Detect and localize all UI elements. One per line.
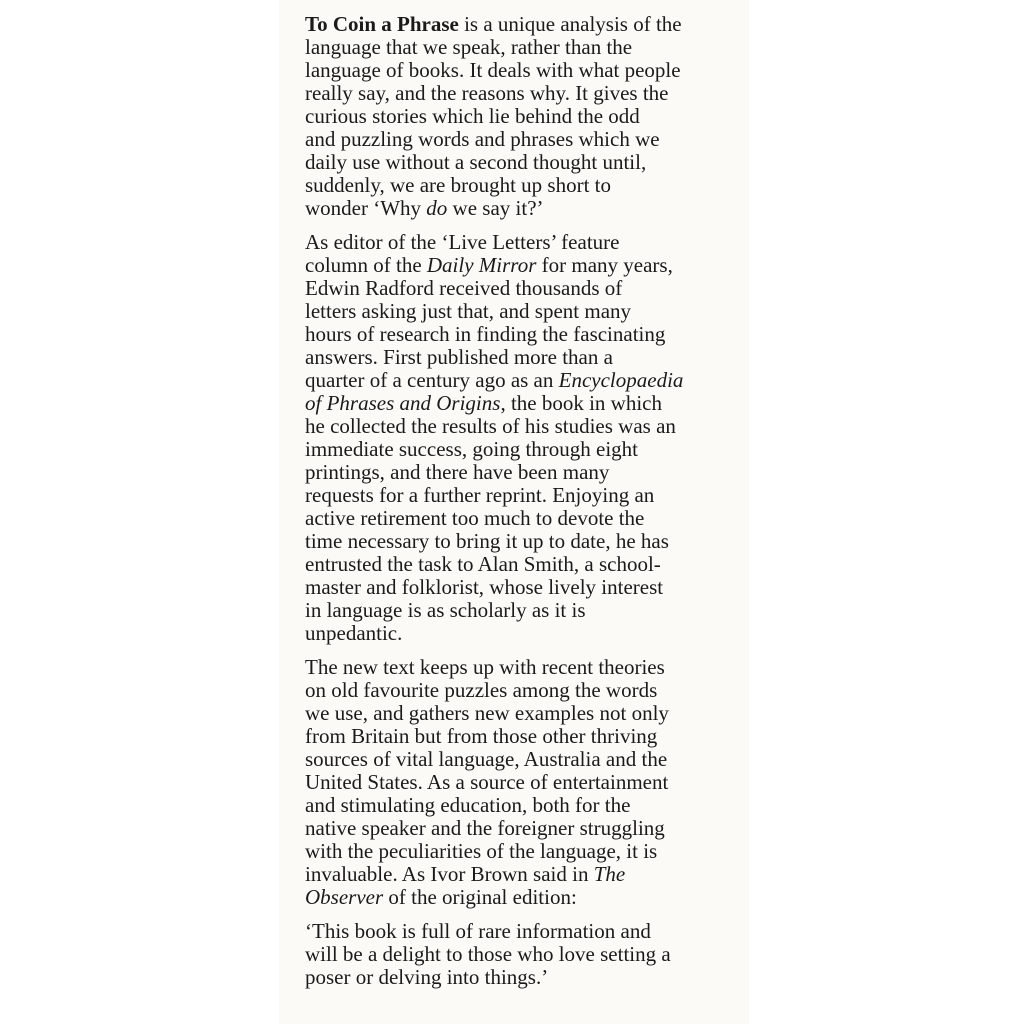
blurb-text (305, 13, 745, 1000)
text-run: requests for a further reprint. Enjoying an (305, 483, 655, 507)
text-run: column of the (305, 253, 427, 277)
italic-text: Observer (305, 885, 384, 909)
text-line (305, 817, 745, 840)
text-run: of the original edition: (383, 885, 577, 909)
text-run: immediate success, going through eight (305, 437, 639, 461)
text-line (305, 484, 745, 507)
text-run: poser or delving into things.’ (305, 965, 549, 989)
text-run: for many years, (536, 253, 673, 277)
text-run: native speaker and the foreigner struggling (305, 816, 665, 840)
paragraph (305, 231, 745, 645)
text-line (305, 656, 745, 679)
text-line (305, 105, 745, 128)
text-line (305, 415, 745, 438)
book-title: To Coin a Phrase (305, 12, 459, 36)
text-line (305, 346, 745, 369)
text-line (305, 82, 745, 105)
text-run: United States. As a source of entertainment (305, 770, 669, 794)
text-line (305, 840, 745, 863)
text-line (305, 36, 745, 59)
text-line (305, 576, 745, 599)
text-line (305, 943, 745, 966)
text-line (305, 197, 745, 220)
text-line (305, 725, 745, 748)
text-line (305, 886, 745, 909)
text-line (305, 553, 745, 576)
text-run: hours of research in finding the fascinating (305, 322, 666, 346)
text-line (305, 254, 745, 277)
text-line (305, 13, 745, 36)
paragraph (305, 920, 745, 989)
text-line (305, 392, 745, 415)
text-line (305, 794, 745, 817)
text-line (305, 59, 745, 82)
text-line (305, 507, 745, 530)
text-run: curious stories which lie behind the odd (305, 104, 640, 128)
text-run: entrusted the task to Alan Smith, a school- (305, 552, 661, 576)
text-line (305, 966, 745, 989)
text-run: sources of vital language, Australia and the (305, 747, 668, 771)
text-line (305, 300, 745, 323)
text-run: daily use without a second thought until, (305, 150, 647, 174)
text-run: really say, and the reasons why. It gives the (305, 81, 669, 105)
text-run: Edwin Radford received thousands of (305, 276, 623, 300)
text-run: ‘This book is full of rare information and (305, 919, 651, 943)
text-run: suddenly, we are brought up short to (305, 173, 611, 197)
text-run: letters asking just that, and spent many (305, 299, 632, 323)
text-line (305, 128, 745, 151)
text-line (305, 323, 745, 346)
text-run: The new text keeps up with recent theories (305, 655, 665, 679)
text-run: from Britain but from those other thriving (305, 724, 658, 748)
text-run: active retirement too much to devote the (305, 506, 645, 530)
text-run: is a unique analysis of the (458, 12, 682, 36)
italic-text: do (426, 196, 448, 220)
text-line (305, 231, 745, 254)
text-run: quarter of a century ago as an (305, 368, 559, 392)
paragraph (305, 13, 745, 220)
text-run: and puzzling words and phrases which we (305, 127, 660, 151)
text-run: , the book in which (500, 391, 662, 415)
text-line (305, 369, 745, 392)
text-run: master and folklorist, whose lively interest (305, 575, 664, 599)
text-run: time necessary to bring it up to date, he has (305, 529, 669, 553)
text-run: he collected the results of his studies was an (305, 414, 676, 438)
text-line (305, 622, 745, 645)
text-line (305, 863, 745, 886)
text-run: will be a delight to those who love setting a (305, 942, 671, 966)
text-line (305, 920, 745, 943)
text-run: in language is as scholarly as it is (305, 598, 586, 622)
text-line (305, 438, 745, 461)
italic-text: Daily Mirror (426, 253, 537, 277)
text-line (305, 174, 745, 197)
text-line (305, 530, 745, 553)
italic-text: Encyclopaedia (558, 368, 684, 392)
italic-text: of Phrases and Origins (305, 391, 501, 415)
text-run: invaluable. As Ivor Brown said in (305, 862, 594, 886)
text-line (305, 599, 745, 622)
text-run: we say it?’ (447, 196, 544, 220)
text-run: printings, and there have been many (305, 460, 610, 484)
text-run: As editor of the ‘Live Letters’ feature (305, 230, 620, 254)
text-line (305, 679, 745, 702)
text-line (305, 277, 745, 300)
text-run: and stimulating education, both for the (305, 793, 631, 817)
text-line (305, 771, 745, 794)
text-line (305, 702, 745, 725)
text-run: language of books. It deals with what people (305, 58, 681, 82)
text-line (305, 461, 745, 484)
text-run: wonder ‘Why (305, 196, 427, 220)
text-line (305, 151, 745, 174)
text-run: on old favourite puzzles among the words (305, 678, 658, 702)
text-run: language that we speak, rather than the (305, 35, 633, 59)
paragraph (305, 656, 745, 909)
text-run: we use, and gathers new examples not only (305, 701, 669, 725)
text-run: answers. First published more than a (305, 345, 613, 369)
text-line (305, 748, 745, 771)
italic-text: The (593, 862, 626, 886)
text-run: with the peculiarities of the language, it is (305, 839, 658, 863)
text-run: unpedantic. (305, 621, 403, 645)
